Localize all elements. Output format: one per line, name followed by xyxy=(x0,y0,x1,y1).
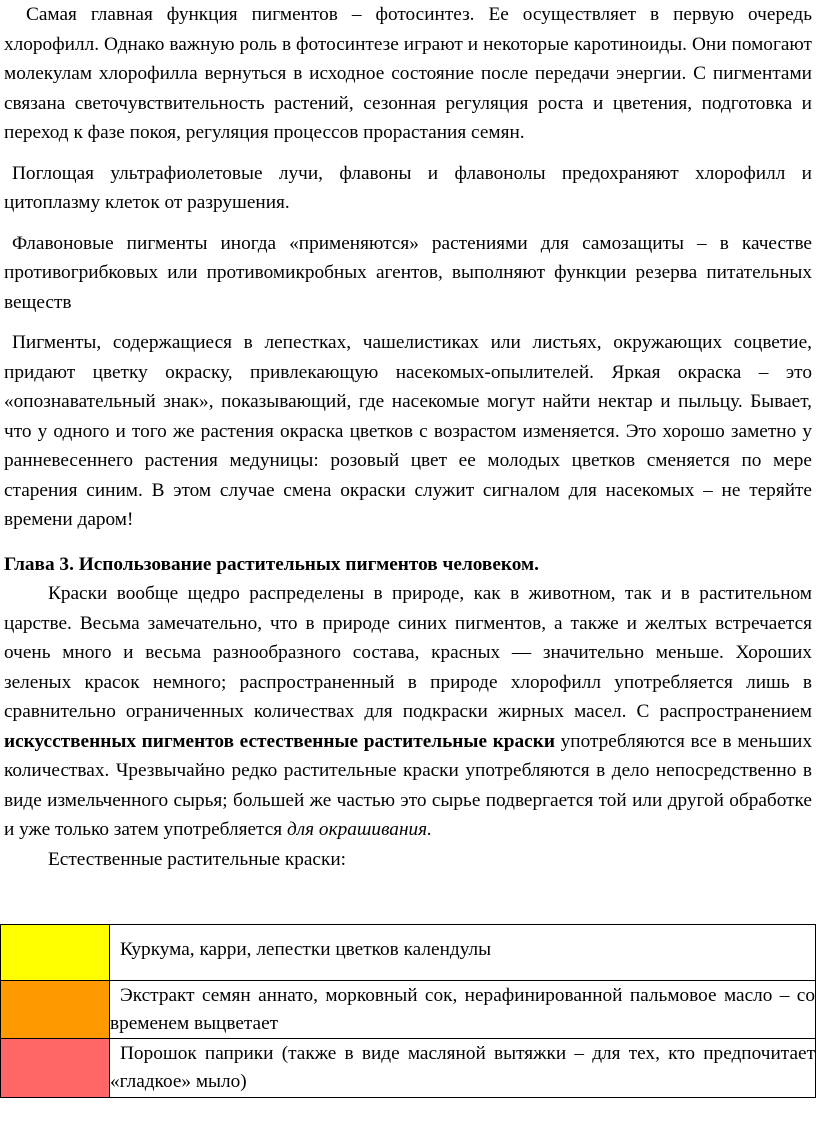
document-page xyxy=(4,0,812,874)
dyes-text-part1: Краски вообще щедро распределены в природе, как в животном, так и в растительном царстве. Весьма замечательно, что в природе синих пигментов, а также и желтых встречается очень много и весьма разнообразного состава, красных — значительно меньше. Хороших зеленых красок немного; распространенный в природе хлорофилл употребляется лишь в сравнительно ограниченных количествах для подкраски жирных масел. С распространением xyxy=(4,583,812,722)
dyes-text-bold: искусственных пигментов естественные растительные краски xyxy=(4,730,555,752)
color-swatch-yellow xyxy=(1,925,110,981)
dye-description: Экстракт семян аннато, морковный сок, нерафинированной пальмовое масло – со временем выцветает xyxy=(110,985,815,1034)
paragraph-dyes xyxy=(4,579,812,845)
table-cell-description xyxy=(110,981,816,1039)
table-cell-description xyxy=(110,925,816,981)
paragraph-self-defense: Флавоновые пигменты иногда «применяются» растениями для самозащиты – в качестве противогрибковых или противомикробных агентов, выполняют функции резерва питательных веществ xyxy=(4,232,812,313)
paragraph-pollinators: Пигменты, содержащиеся в лепестках, чашелистиках или листьях, окружающих соцветие, придают цветку окраску, привлекающую насекомых-опылителей. Яркая окраска – это «опознавательный знак», показывающий, где насекомые могут найти нектар и пыльцу. Бывает, что у одного и того же растения окраска цветков с возрастом изменяется. Это хорошо заметно у ранневесеннего растения медуницы: розовый цвет ее молодых цветков сменяется по мере старения синим. В этом случае смена окраски служит сигналом для насекомых – не теряйте времени даром! xyxy=(4,332,812,530)
paragraph-photosynthesis: Самая главная функция пигментов – фотосинтез. Ее осуществляет в первую очередь хлорофилл. Однако важную роль в фотосинтезе играют и некоторые каротиноиды. Они помогают молекулам хлорофилла вернуться в исходное состояние после передачи энергии. С пигментами связана светочувствительность растений, сезонная регуляция роста и цветения, подготовка и переход к фазе покоя, регуляция процессов прорастания семян. xyxy=(4,4,812,143)
table-row xyxy=(1,925,816,981)
natural-dyes-table xyxy=(0,924,816,1098)
dyes-text-part2: употребляются все в меньших количествах. Чрезвычайно редко растительные краски употребляются в дело непосредственно в виде измельченного сырья; большей же частью это сырье подвергается той или другой обработке и уже только затем употребляется xyxy=(4,730,812,840)
table-cell-description xyxy=(110,1039,816,1098)
table-row xyxy=(1,981,816,1039)
dyes-text-italic: для окрашивания. xyxy=(286,819,432,840)
dye-description: Куркума, карри, лепестки цветков календулы xyxy=(120,939,492,960)
table-row xyxy=(1,1039,816,1098)
chapter-heading: Глава 3. Использование растительных пигментов человеком. xyxy=(4,553,539,575)
color-swatch-red xyxy=(1,1039,110,1098)
paragraph-uv-protection: Поглощая ультрафиолетовые лучи, флавоны и флавонолы предохраняют хлорофилл и цитоплазму клеток от разрушения. xyxy=(4,162,812,213)
dye-description: Порошок паприки (также в виде масляной вытяжки – для тех, кто предпочитает «гладкое» мыло) xyxy=(110,1043,815,1092)
color-swatch-orange xyxy=(1,981,110,1039)
table-intro: Естественные растительные краски: xyxy=(48,848,347,870)
